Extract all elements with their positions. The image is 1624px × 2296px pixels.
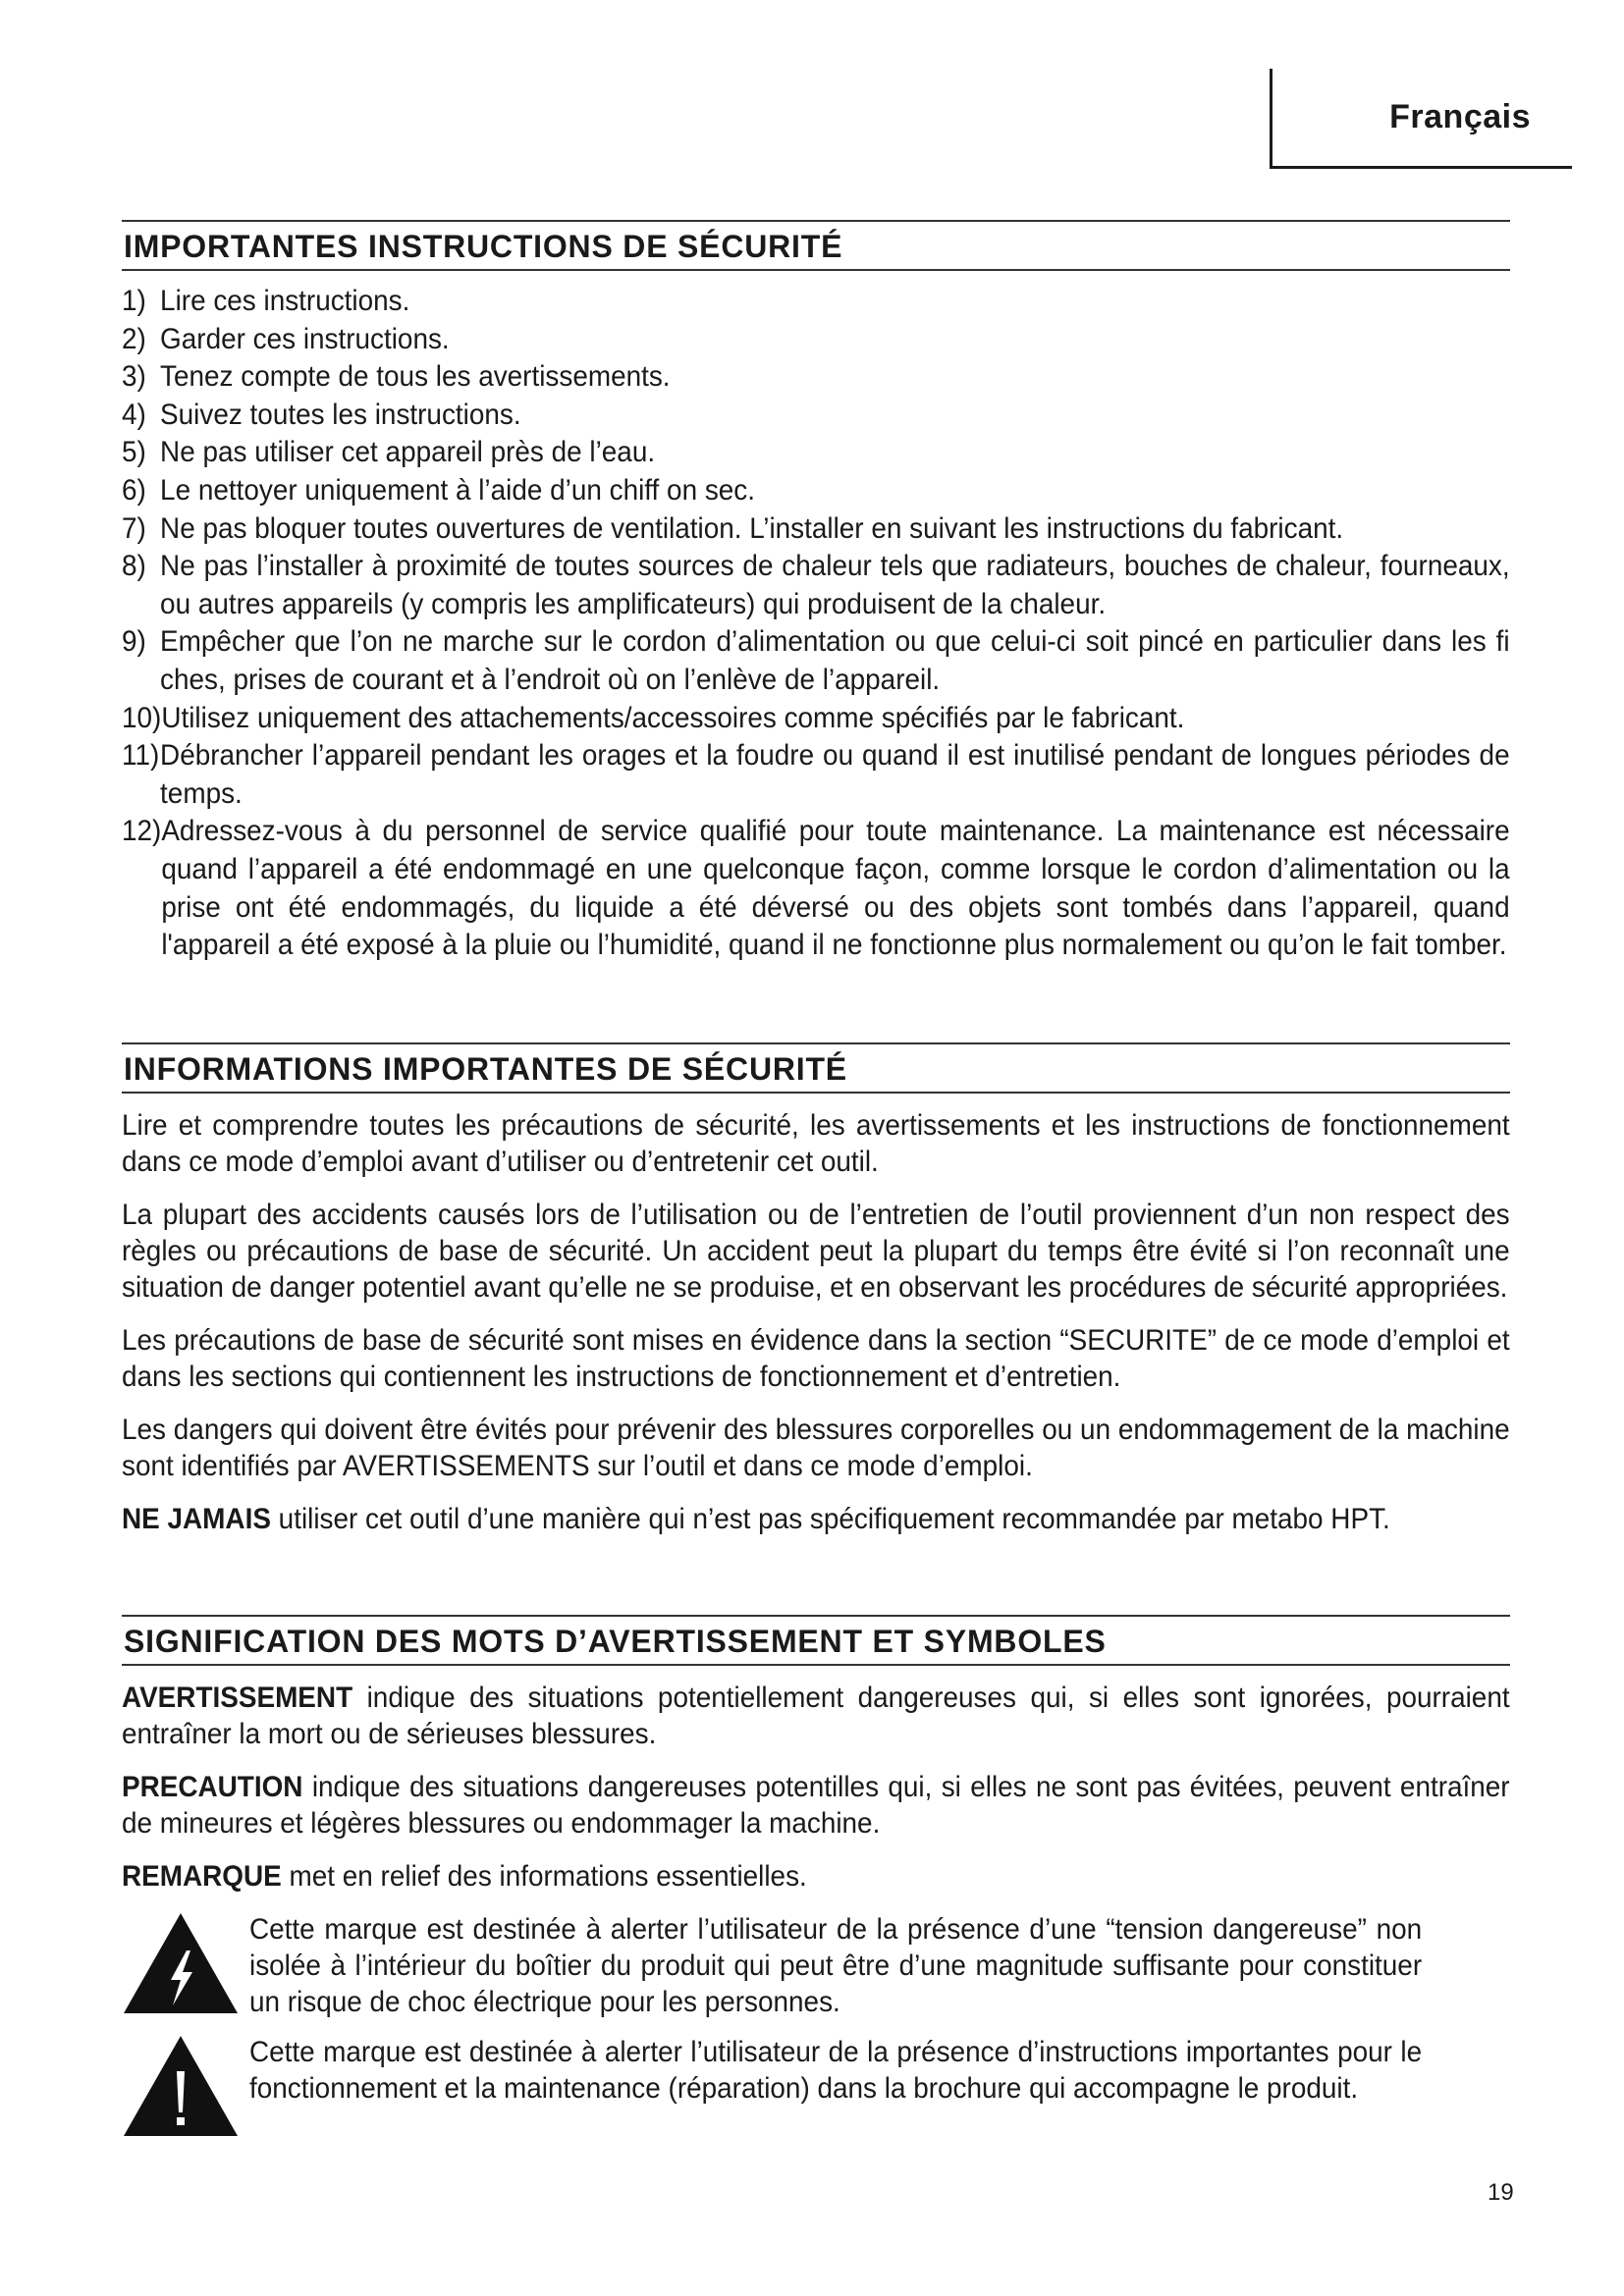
symbol-instructions-text: Cette marque est destinée à alerter l’utilisateur de la présence d’instructions importantes pour le fonctionnement et la maintenance (réparation) dans la brochure qui accompagne le produit. <box>249 2036 1423 2105</box>
instruction-text: Lire ces instructions. <box>160 285 410 317</box>
never-term: NE JAMAIS <box>122 1503 271 1535</box>
instruction-number: 1) <box>122 285 146 317</box>
section-safety-instructions <box>122 220 1510 965</box>
instruction-item <box>122 283 1510 321</box>
instruction-text: Ne pas bloquer toutes ouvertures de ventilation. L’installer en suivant les instructions du fabricant. <box>160 511 1344 545</box>
warning-term: AVERTISSEMENT <box>122 1682 353 1714</box>
note-definition <box>122 1858 1510 1895</box>
caution-definition <box>122 1769 1510 1842</box>
section-title-safety-information: INFORMATIONS IMPORTANTES DE SÉCURITÉ <box>122 1042 1510 1094</box>
exclamation-warning-icon <box>122 2034 249 2142</box>
language-label: Français <box>1389 98 1531 135</box>
instruction-item <box>122 321 1510 359</box>
instruction-number: 6) <box>122 473 146 507</box>
instruction-number: 10) <box>122 701 162 734</box>
instruction-text: Débrancher l’appareil pendant les orages et la foudre ou quand il est inutilisé pendant de longues périodes de temps. <box>160 739 1510 810</box>
instruction-text: Suivez toutes les instructions. <box>160 398 521 431</box>
instruction-item <box>122 548 1510 623</box>
instruction-item <box>122 434 1510 472</box>
instruction-text: Adressez-vous à du personnel de service qualifié pour toute maintenance. La maintenance est nécessaire quand l’appareil a été endommagé en une quelconque façon, comme lorsque le cordon d’alimentation ou la prise ont été endommagés, du liquide a été déversé ou des objets sont tombés dans l’appareil, quand l'appareil a été exposé à la pluie ou l’humidité, quand il ne fonctionne plus normalement ou qu’on le fait tomber. <box>161 815 1510 962</box>
note-text: met en relief des informations essentielles. <box>281 1860 807 1893</box>
instruction-item <box>122 358 1510 397</box>
page-number: 19 <box>1488 2179 1514 2206</box>
symbol-row-instructions <box>122 2034 1510 2142</box>
instruction-number: 2) <box>122 322 146 355</box>
instruction-text: Garder ces instructions. <box>160 322 450 355</box>
caution-term: PRECAUTION <box>122 1771 303 1803</box>
section-signal-words <box>122 1615 1510 2156</box>
warning-definition <box>122 1680 1510 1752</box>
section-title-safety-instructions: IMPORTANTES INSTRUCTIONS DE SÉCURITÉ <box>122 220 1510 271</box>
instructions-list <box>122 283 1510 965</box>
instruction-number: 7) <box>122 511 146 545</box>
language-tab <box>1270 69 1572 169</box>
caution-text: indique des situations dangereuses potentilles qui, si elles ne sont pas évitées, peuvent entraîner de mineures et légères blessures ou endommager la machine. <box>122 1771 1510 1840</box>
instruction-item <box>122 510 1510 549</box>
instruction-number: 9) <box>122 625 146 659</box>
instruction-text: Ne pas l’installer à proximité de toutes sources de chaleur tels que radiateurs, bouches de chaleur, fourneaux, ou autres appareils (y compris les amplificateurs) qui produisent de la chaleur. <box>160 550 1510 620</box>
section-safety-information <box>122 1042 1510 1554</box>
section-title-signal-words: SIGNIFICATION DES MOTS D’AVERTISSEMENT ET SYMBOLES <box>122 1615 1510 1666</box>
info-paragraph-5 <box>122 1501 1510 1537</box>
lightning-warning-icon <box>122 1911 249 2019</box>
never-text: utiliser cet outil d’une manière qui n’est pas spécifiquement recommandée par metabo HPT. <box>270 1503 1390 1535</box>
instruction-number: 11) <box>122 739 160 773</box>
instruction-text: Empêcher que l’on ne marche sur le cordon d’alimentation ou que celui-ci soit pincé en particulier dans les fi ches, prises de courant et à l’endroit où on l’enlève de l’appareil. <box>160 625 1510 696</box>
instruction-text: Le nettoyer uniquement à l’aide d’un chiff on sec. <box>160 473 756 507</box>
note-term: REMARQUE <box>122 1860 282 1893</box>
symbol-row-voltage <box>122 1911 1510 2020</box>
instruction-item <box>122 623 1510 699</box>
instruction-text: Tenez compte de tous les avertissements. <box>160 360 671 394</box>
instruction-text: Ne pas utiliser cet appareil près de l’eau. <box>160 436 656 469</box>
instruction-item <box>122 472 1510 510</box>
info-paragraph-2: La plupart des accidents causés lors de l’utilisation ou de l’entretien de l’outil proviennent d’un non respect des règles ou précautions de base de sécurité. Un accident peut la plupart du temps être évité si l’on reconnaît une situation de danger potentiel avant qu’elle ne se produise, et en observant les procédures de sécurité appropriées. <box>122 1199 1510 1304</box>
instruction-item <box>122 737 1510 813</box>
instruction-number: 5) <box>122 436 146 469</box>
info-paragraph-3: Les précautions de base de sécurité sont mises en évidence dans la section “SECURITE” de ce mode d’emploi et dans les sections qui contiennent les instructions de fonctionnement et d’entretien. <box>122 1324 1510 1393</box>
instruction-number: 12) <box>122 815 162 848</box>
warning-text: indique des situations potentiellement dangereuses qui, si elles sont ignorées, pourraient entraîner la mort ou de sérieuses blessures. <box>122 1682 1510 1750</box>
instruction-number: 3) <box>122 360 146 394</box>
instruction-text: Utilisez uniquement des attachements/accessoires comme spécifiés par le fabricant. <box>161 701 1185 734</box>
instruction-item <box>122 700 1510 738</box>
instruction-number: 4) <box>122 398 146 431</box>
instruction-number: 8) <box>122 550 146 583</box>
symbol-voltage-text: Cette marque est destinée à alerter l’utilisateur de la présence d’une “tension dangereuse” non isolée à l’intérieur du boîtier du produit qui peut être d’une magnitude suffisante pour constituer un risque de choc électrique pour les personnes. <box>249 1913 1423 2018</box>
instruction-item <box>122 813 1510 964</box>
info-paragraph-4: Les dangers qui doivent être évités pour prévenir des blessures corporelles ou un endommagement de la machine sont identifiés par AVERTISSEMENTS sur l’outil et dans ce mode d’emploi. <box>122 1414 1510 1482</box>
info-paragraph-1: Lire et comprendre toutes les précautions de sécurité, les avertissements et les instructions de fonctionnement dans ce mode d’emploi avant d’utiliser ou d’entretenir cet outil. <box>122 1109 1510 1178</box>
instruction-item <box>122 397 1510 435</box>
